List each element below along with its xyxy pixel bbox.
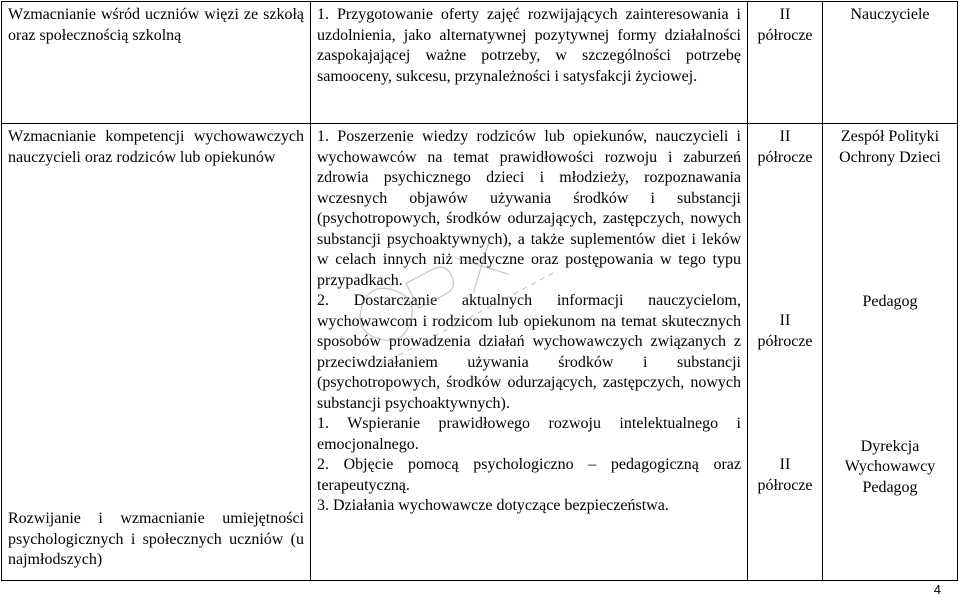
task-text: 1. Wspieranie prawidłowego rozwoju intelektualnego i emocjonalnego. <box>317 415 741 453</box>
term-text: II półrocze <box>757 312 813 350</box>
responsible-text: Zespół Polityki Ochrony Dzieci <box>839 128 941 166</box>
responsible-cell <box>823 2 958 124</box>
term-text: II półrocze <box>757 128 813 166</box>
area-cell <box>2 2 311 124</box>
task-text: 2. Objęcie pomocą psychologiczno – pedagogiczną oraz terapeutyczną. <box>317 456 741 494</box>
table-row <box>2 2 958 124</box>
responsible-text: Pedagog <box>862 293 918 310</box>
area-text: Wzmacnianie wśród uczniów więzi ze szkołą oraz społecznością szkolną <box>8 6 304 44</box>
term-text: II półrocze <box>757 6 813 44</box>
page-number: 4 <box>933 582 941 597</box>
tasks-cell <box>311 124 748 581</box>
term-cell <box>748 124 823 581</box>
term-cell <box>748 2 823 124</box>
task-text: 1. Poszerzenie wiedzy rodziców lub opiekunów, nauczycieli i wychowawców na temat prawidłowości rozwoju i zaburzeń zdrowia psychicznego dzieci i młodzieży, rozpoznawania wczesnych objawów używania środków i substancji (psychotropowych, środków odurzających, zastępczych, nowych substancji psychoaktywnych), a także suplementów diet i leków w celach innych niż medyczne oraz postępowania w tego typu przypadkach. <box>317 128 741 289</box>
responsible-text: Nauczyciele <box>850 6 930 23</box>
table-row <box>2 124 958 581</box>
responsible-cell <box>823 124 958 581</box>
responsible-text: Dyrekcja Wychowawcy Pedagog <box>844 437 936 496</box>
program-table <box>1 1 958 581</box>
term-text: II półrocze <box>757 456 813 494</box>
area-text: Rozwijanie i wzmacnianie umiejętności psychologicznych i społecznych uczniów (u najmłodszych) <box>8 510 304 568</box>
task-text: 3. Działania wychowawcze dotyczące bezpieczeństwa. <box>317 497 669 514</box>
area-text: Wzmacnianie kompetencji wychowawczych nauczycieli oraz rodziców lub opiekunów <box>8 128 304 166</box>
area-cell <box>2 124 311 581</box>
task-text: 1. Przygotowanie oferty zajęć rozwijających zainteresowania i uzdolnienia, jako alternatywnej pozytywnej formy działalności zaspokajającej ważne potrzeby, w szczególności potrzebę samooceny, sukcesu, przynależności i satysfakcji życiowej. <box>317 6 741 85</box>
tasks-cell <box>311 2 748 124</box>
task-text: 2. Dostarczanie aktualnych informacji nauczycielom, wychowawcom i rodzicom lub opiekunom na temat skutecznych sposobów prowadzenia działań wychowawczych związanych z przeciwdziałaniem używania środków i substancji (psychotropowych, środków odurzających, zastępczych, nowych substancji psychoaktywnych). <box>317 292 741 412</box>
